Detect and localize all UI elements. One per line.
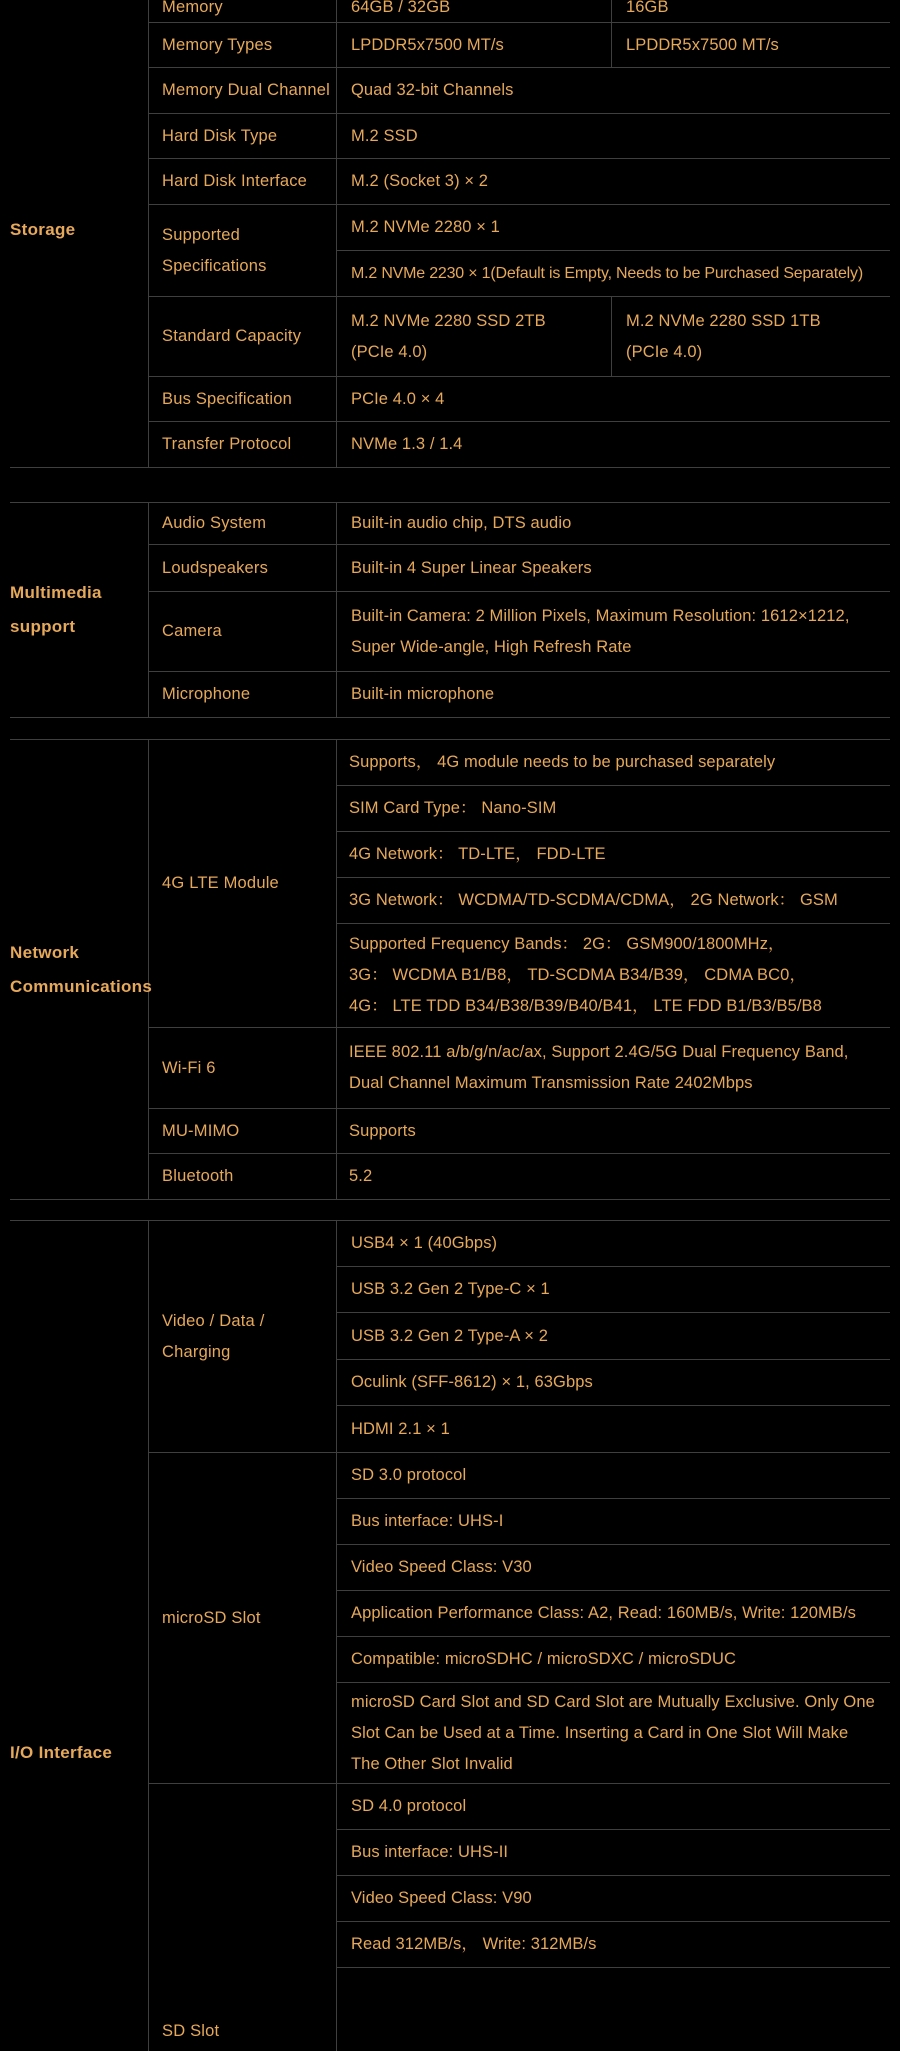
standard-capacity-label: Standard Capacity [149, 297, 337, 377]
video-value-4: Oculink (SFF-8612) × 1, 63Gbps [337, 1360, 890, 1406]
sd-slot-label: SD Slot [149, 1784, 337, 2051]
transfer-protocol-value: NVMe 1.3 / 1.4 [337, 422, 890, 468]
supported-specifications-value-1: M.2 NVMe 2280 × 1 [337, 205, 890, 251]
io-category: I/O Interface [10, 1221, 149, 2051]
memory-types-value-a: LPDDR5x7500 MT/s [337, 23, 612, 67]
sd-value-4: Read 312MB/s， Write: 312MB/s [337, 1922, 890, 1968]
lte-value-1: Supports， 4G module needs to be purchased separately [337, 740, 890, 786]
video-value-2: USB 3.2 Gen 2 Type-C × 1 [337, 1267, 890, 1313]
mu-mimo-label: MU-MIMO [149, 1109, 337, 1154]
microsd-value-2: Bus interface: UHS-I [337, 1499, 890, 1545]
microphone-value: Built-in microphone [337, 672, 890, 718]
audio-system-value: Built-in audio chip, DTS audio [337, 503, 890, 545]
sd-value-2: Bus interface: UHS-II [337, 1830, 890, 1876]
io-section [10, 1220, 890, 2040]
bluetooth-value: 5.2 [337, 1154, 890, 1200]
lte-value-2: SIM Card Type： Nano-SIM [337, 786, 890, 832]
standard-capacity-values [337, 297, 890, 377]
video-value-5: HDMI 2.1 × 1 [337, 1406, 890, 1453]
video-value-3: USB 3.2 Gen 2 Type-A × 2 [337, 1313, 890, 1360]
memory-value-b: 16GB [626, 0, 669, 16]
memory-types-value-b: LPDDR5x7500 MT/s [626, 35, 779, 54]
hard-disk-type-value: M.2 SSD [337, 114, 890, 159]
sd-value-empty [337, 1968, 890, 2051]
wifi-value: IEEE 802.11 a/b/g/n/ac/ax, Support 2.4G/5G Dual Frequency Band, Dual Channel Maximum Transmission Rate 2402Mbps [337, 1028, 890, 1109]
standard-capacity-value-a: M.2 NVMe 2280 SSD 2TB (PCIe 4.0) [337, 297, 612, 376]
microsd-value-3: Video Speed Class: V30 [337, 1545, 890, 1591]
network-category: Network Communications [10, 740, 149, 1200]
video-value-1: USB4 × 1 (40Gbps) [337, 1221, 890, 1267]
microphone-label: Microphone [149, 672, 337, 718]
camera-value: Built-in Camera: 2 Million Pixels, Maximum Resolution: 1612×1212, Super Wide-angle, High Refresh Rate [337, 592, 890, 672]
network-section [10, 739, 890, 1200]
memory-types-values [337, 23, 890, 68]
transfer-protocol-label: Transfer Protocol [149, 422, 337, 468]
storage-section [10, 0, 890, 468]
bus-specification-value: PCIe 4.0 × 4 [337, 377, 890, 422]
standard-capacity-value-b: M.2 NVMe 2280 SSD 1TB (PCIe 4.0) [626, 311, 821, 361]
hard-disk-interface-value: M.2 (Socket 3) × 2 [337, 159, 890, 205]
memory-dual-channel-value: Quad 32-bit Channels [337, 68, 890, 114]
mu-mimo-value: Supports [337, 1109, 890, 1154]
multimedia-section [10, 502, 890, 718]
memory-dual-channel-label: Memory Dual Channel [149, 68, 337, 114]
microsd-value-6: microSD Card Slot and SD Card Slot are Mutually Exclusive. Only One Slot Can be Used at a Time. Inserting a Card in One Slot Will Make The Other Slot Invalid [337, 1683, 890, 1784]
hard-disk-type-label: Hard Disk Type [149, 114, 337, 159]
supported-specifications-value-2: M.2 NVMe 2230 × 1(Default is Empty, Needs to be Purchased Separately) [337, 251, 890, 297]
bluetooth-label: Bluetooth [149, 1154, 337, 1200]
microsd-value-1: SD 3.0 protocol [337, 1453, 890, 1499]
microsd-value-4: Application Performance Class: A2, Read: 160MB/s, Write: 120MB/s [337, 1591, 890, 1637]
camera-label: Camera [149, 592, 337, 672]
lte-value-4: 3G Network： WCDMA/TD-SCDMA/CDMA， 2G Network： GSM [337, 878, 890, 924]
sd-value-1: SD 4.0 protocol [337, 1784, 890, 1830]
wifi-label: Wi-Fi 6 [149, 1028, 337, 1109]
loudspeakers-value: Built-in 4 Super Linear Speakers [337, 545, 890, 592]
memory-types-label: Memory Types [149, 23, 337, 68]
video-data-charging-label: Video / Data / Charging [149, 1221, 337, 1453]
memory-values [337, 0, 890, 23]
memory-label: Memory [149, 0, 337, 23]
lte-value-5: Supported Frequency Bands： 2G： GSM900/1800MHz， 3G： WCDMA B1/B8， TD-SCDMA B34/B39， CDMA BC0， 4G： LTE TDD B34/B38/B39/B40/B41， LTE FDD B1/B3/B5/B8 [337, 924, 890, 1028]
audio-system-label: Audio System [149, 503, 337, 545]
loudspeakers-label: Loudspeakers [149, 545, 337, 592]
storage-category: Storage [10, 0, 149, 468]
lte-module-label: 4G LTE Module [149, 740, 337, 1028]
microsd-value-5: Compatible: microSDHC / microSDXC / microSDUC [337, 1637, 890, 1683]
lte-value-3: 4G Network： TD-LTE， FDD-LTE [337, 832, 890, 878]
multimedia-category: Multimedia support [10, 503, 149, 718]
sd-value-3: Video Speed Class: V90 [337, 1876, 890, 1922]
hard-disk-interface-label: Hard Disk Interface [149, 159, 337, 205]
microsd-slot-label: microSD Slot [149, 1453, 337, 1784]
memory-value-a: 64GB / 32GB [337, 0, 612, 23]
supported-specifications-label: Supported Specifications [149, 205, 337, 297]
bus-specification-label: Bus Specification [149, 377, 337, 422]
